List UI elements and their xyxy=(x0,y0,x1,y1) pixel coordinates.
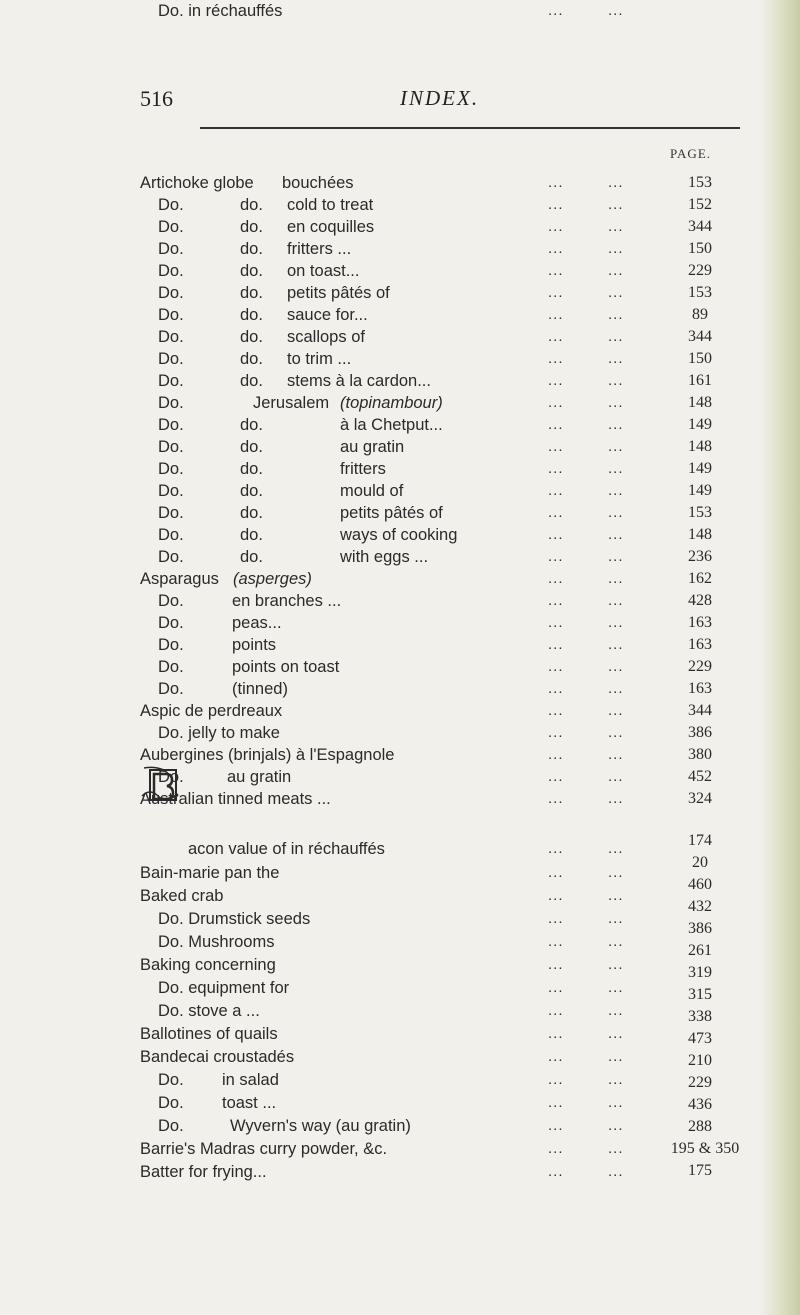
entry-heading: Asparagus xyxy=(140,570,219,588)
entry-detail: stems à la cardon... xyxy=(287,372,431,390)
entry-detail: in salad xyxy=(222,1071,279,1089)
leader-dots: ... xyxy=(548,372,564,389)
entry-subheading: do. xyxy=(240,284,263,302)
leader-dots: ... xyxy=(548,887,564,904)
page-reference: 344 xyxy=(688,218,712,235)
entry-heading: Do. xyxy=(158,460,184,478)
page-ref-row xyxy=(0,830,760,852)
entry-detail: with eggs ... xyxy=(340,548,429,566)
page-reference: 432 xyxy=(688,898,712,915)
leader-dots: ... xyxy=(548,482,564,499)
page-ref-row xyxy=(0,1160,760,1182)
entry-heading: Do. in réchauffés xyxy=(158,2,283,20)
leader-dots: ... xyxy=(608,438,624,455)
leader-dots: ... xyxy=(548,196,564,213)
page-ref-row xyxy=(0,216,760,238)
leader-dots: ... xyxy=(608,768,624,785)
leader-dots: ... xyxy=(608,1071,624,1088)
entry-heading: Do. xyxy=(158,262,184,280)
page-ref-row xyxy=(0,282,760,304)
entry-heading: Bandecai croustadés xyxy=(140,1048,295,1066)
entry-detail: Wyvern's way (au gratin) xyxy=(230,1117,411,1135)
page-reference: 162 xyxy=(688,570,712,587)
leader-dots: ... xyxy=(608,680,624,697)
page-ref-row xyxy=(0,326,760,348)
page-reference: 150 xyxy=(688,240,712,257)
entry-heading: Do. jelly to make xyxy=(158,724,280,742)
leader-dots: ... xyxy=(608,746,624,763)
page-ref-row xyxy=(0,896,760,918)
page-reference: 380 xyxy=(688,746,712,763)
leader-dots: ... xyxy=(548,636,564,653)
leader-dots: ... xyxy=(608,1002,624,1019)
entry-heading: Baked crab xyxy=(140,887,224,905)
leader-dots: ... xyxy=(548,592,564,609)
page-ref-row xyxy=(0,634,760,656)
page-reference: 288 xyxy=(688,1118,712,1135)
entry-heading: Do. Mushrooms xyxy=(158,933,275,951)
entry-subheading: Jerusalem xyxy=(253,394,330,412)
page-reference: 149 xyxy=(688,460,712,477)
page-reference: 149 xyxy=(688,416,712,433)
entry-subheading: do. xyxy=(240,504,263,522)
leader-dots: ... xyxy=(548,1048,564,1065)
page-ref-row xyxy=(0,656,760,678)
page-reference: 152 xyxy=(688,196,712,213)
entry-heading: Ballotines of quails xyxy=(140,1025,278,1043)
leader-dots: ... xyxy=(608,1094,624,1111)
leader-dots: ... xyxy=(548,1094,564,1111)
entry-heading: Do. xyxy=(158,372,184,390)
leader-dots: ... xyxy=(548,174,564,191)
entry-heading: Do. xyxy=(158,680,184,698)
entry-detail: petits pâtés of xyxy=(340,504,443,522)
page-reference: 195 & 350 xyxy=(670,1140,740,1157)
leader-dots: ... xyxy=(608,1117,624,1134)
page-reference: 386 xyxy=(688,920,712,937)
entry-detail: toast ... xyxy=(222,1094,277,1112)
page-ref-row xyxy=(0,370,760,392)
leader-dots: ... xyxy=(608,840,624,857)
entry-subheading: do. xyxy=(240,350,263,368)
leader-dots: ... xyxy=(608,372,624,389)
running-title: INDEX. xyxy=(400,86,480,110)
entry-heading: Aspic de perdreaux xyxy=(140,702,283,720)
page-ref-row xyxy=(0,260,760,282)
page-ref-row xyxy=(0,238,760,260)
entry-subheading: do. xyxy=(240,262,263,280)
leader-dots: ... xyxy=(548,768,564,785)
entry-heading: Do. xyxy=(158,1117,184,1135)
page-reference: 153 xyxy=(688,174,712,191)
leader-dots: ... xyxy=(548,306,564,323)
page-reference: 324 xyxy=(688,790,712,807)
leader-dots: ... xyxy=(548,438,564,455)
page-ref-row xyxy=(0,874,760,896)
entry-heading: Do. equipment for xyxy=(158,979,290,997)
leader-dots: ... xyxy=(548,979,564,996)
page-ref-row xyxy=(0,1028,760,1050)
page-reference: 229 xyxy=(688,658,712,675)
leader-dots: ... xyxy=(548,746,564,763)
page-reference: 338 xyxy=(688,1008,712,1025)
page-ref-row xyxy=(0,392,760,414)
leader-dots: ... xyxy=(548,724,564,741)
leader-dots: ... xyxy=(548,240,564,257)
leader-dots: ... xyxy=(608,1163,624,1180)
entry-heading: acon value of in réchauffés xyxy=(188,840,385,858)
entry-heading: Do. xyxy=(158,328,184,346)
entry-detail: en branches ... xyxy=(232,592,342,610)
page-reference: 20 xyxy=(692,854,708,871)
leader-dots: ... xyxy=(608,504,624,521)
leader-dots: ... xyxy=(548,658,564,675)
entry-heading: Do. xyxy=(158,240,184,258)
entry-detail: à la Chetput... xyxy=(340,416,443,434)
page-reference: 344 xyxy=(688,328,712,345)
leader-dots: ... xyxy=(608,460,624,477)
leader-dots: ... xyxy=(548,1071,564,1088)
leader-dots: ... xyxy=(548,840,564,857)
leader-dots: ... xyxy=(608,284,624,301)
leader-dots: ... xyxy=(548,262,564,279)
leader-dots: ... xyxy=(548,702,564,719)
leader-dots: ... xyxy=(608,979,624,996)
entry-subheading: do. xyxy=(240,306,263,324)
leader-dots: ... xyxy=(548,570,564,587)
entry-heading: Do. xyxy=(158,614,184,632)
entry-heading: Do. xyxy=(158,306,184,324)
page-ref-row xyxy=(0,1072,760,1094)
leader-dots: ... xyxy=(548,218,564,235)
leader-dots: ... xyxy=(548,350,564,367)
page-ref-row xyxy=(0,1006,760,1028)
leader-dots: ... xyxy=(548,416,564,433)
entry-detail: en coquilles xyxy=(287,218,375,236)
entry-heading: Do. xyxy=(158,592,184,610)
page-reference: 161 xyxy=(688,372,712,389)
entry-subheading: do. xyxy=(240,240,263,258)
entry-subheading: do. xyxy=(240,482,263,500)
page-ref-row xyxy=(0,788,760,810)
leader-dots: ... xyxy=(548,526,564,543)
entry-heading: Do. xyxy=(158,768,184,786)
entry-heading: Do. xyxy=(158,1094,184,1112)
leader-dots: ... xyxy=(548,910,564,927)
page-reference: 175 xyxy=(688,1162,712,1179)
page-reference: 163 xyxy=(688,636,712,653)
entry-subheading: do. xyxy=(240,328,263,346)
leader-dots: ... xyxy=(608,910,624,927)
entry-detail: mould of xyxy=(340,482,404,500)
leader-dots: ... xyxy=(608,887,624,904)
page-ref-row xyxy=(0,612,760,634)
page-ref-row xyxy=(0,546,760,568)
leader-dots: ... xyxy=(608,724,624,741)
page-reference: 148 xyxy=(688,394,712,411)
entry-heading: Australian tinned meats ... xyxy=(140,790,331,808)
page-ref-row xyxy=(0,984,760,1006)
page-reference: 452 xyxy=(688,768,712,785)
entry-detail: cold to treat xyxy=(287,196,374,214)
entry-heading: Do. xyxy=(158,482,184,500)
entry-heading: Do. xyxy=(158,350,184,368)
entry-detail: on toast... xyxy=(287,262,360,280)
entry-heading: Do. xyxy=(158,196,184,214)
header-rule xyxy=(200,127,740,129)
page-ref-row xyxy=(0,502,760,524)
page-ref-row xyxy=(0,918,760,940)
page-reference: 153 xyxy=(688,284,712,301)
leader-dots: ... xyxy=(608,218,624,235)
leader-dots: ... xyxy=(608,790,624,807)
page-reference: 89 xyxy=(692,306,708,323)
leader-dots: ... xyxy=(608,306,624,323)
entry-heading: Do. xyxy=(158,636,184,654)
entry-heading: Do. stove a ... xyxy=(158,1002,260,1020)
index-entry xyxy=(0,0,760,22)
leader-dots: ... xyxy=(548,614,564,631)
leader-dots: ... xyxy=(548,548,564,565)
page-reference: 148 xyxy=(688,526,712,543)
entry-detail: petits pâtés of xyxy=(287,284,390,302)
entry-heading: Do. xyxy=(158,438,184,456)
entry-heading: Do. xyxy=(158,1071,184,1089)
leader-dots: ... xyxy=(548,1163,564,1180)
page-reference: 344 xyxy=(688,702,712,719)
page-column-head: PAGE. xyxy=(670,146,712,161)
leader-dots: ... xyxy=(548,1002,564,1019)
entry-detail: ways of cooking xyxy=(340,526,458,544)
leader-dots: ... xyxy=(608,262,624,279)
leader-dots: ... xyxy=(608,702,624,719)
page-ref-row xyxy=(0,1116,760,1138)
entry-detail: (asperges) xyxy=(233,570,312,588)
page-reference: 153 xyxy=(688,504,712,521)
entry-heading: Baking concerning xyxy=(140,956,276,974)
entry-heading: Barrie's Madras curry powder, &c. xyxy=(140,1140,388,1158)
leader-dots: ... xyxy=(548,790,564,807)
leader-dots: ... xyxy=(608,933,624,950)
page-ref-row xyxy=(0,568,760,590)
leader-dots: ... xyxy=(608,394,624,411)
entry-heading: Artichoke globe xyxy=(140,174,254,192)
leader-dots: ... xyxy=(608,240,624,257)
leader-dots: ... xyxy=(608,570,624,587)
entry-detail: bouchées xyxy=(282,174,354,192)
page-reference: 150 xyxy=(688,350,712,367)
leader-dots: ... xyxy=(608,350,624,367)
leader-dots: ... xyxy=(608,864,624,881)
entry-detail: (tinned) xyxy=(232,680,288,698)
page-reference: 428 xyxy=(688,592,712,609)
entry-heading: Do. xyxy=(158,504,184,522)
leader-dots: ... xyxy=(608,2,624,19)
entry-heading: Do. xyxy=(158,218,184,236)
leader-dots: ... xyxy=(608,482,624,499)
leader-dots: ... xyxy=(608,196,624,213)
entry-heading: Do. xyxy=(158,416,184,434)
page-ref-row xyxy=(0,1050,760,1072)
entry-heading: Aubergines (brinjals) à l'Espagnole xyxy=(140,746,395,764)
leader-dots: ... xyxy=(548,864,564,881)
entry-detail: points on toast xyxy=(232,658,340,676)
entry-heading: Do. xyxy=(158,394,184,412)
page-ref-row xyxy=(0,962,760,984)
leader-dots: ... xyxy=(608,956,624,973)
entry-detail: sauce for... xyxy=(287,306,368,324)
entry-heading: Do. Drumstick seeds xyxy=(158,910,311,928)
leader-dots: ... xyxy=(548,328,564,345)
leader-dots: ... xyxy=(548,1140,564,1157)
entry-subheading: do. xyxy=(240,526,263,544)
entry-subheading: do. xyxy=(240,548,263,566)
entry-detail: scallops of xyxy=(287,328,365,346)
page-reference: 163 xyxy=(688,680,712,697)
page-reference: 473 xyxy=(688,1030,712,1047)
entry-detail: au gratin xyxy=(340,438,405,456)
leader-dots: ... xyxy=(548,504,564,521)
page-number: 516 xyxy=(140,86,173,111)
page-ref-row xyxy=(0,480,760,502)
leader-dots: ... xyxy=(608,658,624,675)
page-ref-row xyxy=(0,304,760,326)
page-ref-row xyxy=(0,852,760,874)
leader-dots: ... xyxy=(608,1140,624,1157)
page-ref-row xyxy=(0,744,760,766)
entry-subheading: do. xyxy=(240,196,263,214)
entry-subheading: do. xyxy=(240,218,263,236)
entry-subheading: do. xyxy=(240,460,263,478)
page-reference: 319 xyxy=(688,964,712,981)
page-ref-row xyxy=(0,348,760,370)
leader-dots: ... xyxy=(608,592,624,609)
page-reference: 261 xyxy=(688,942,712,959)
leader-dots: ... xyxy=(548,394,564,411)
page-ref-row xyxy=(0,172,760,194)
page-ref-row xyxy=(0,458,760,480)
page-reference: 229 xyxy=(688,1074,712,1091)
leader-dots: ... xyxy=(608,548,624,565)
leader-dots: ... xyxy=(548,933,564,950)
page-reference: 315 xyxy=(688,986,712,1003)
entry-heading: Bain-marie pan the xyxy=(140,864,280,882)
leader-dots: ... xyxy=(608,1025,624,1042)
page-ref-row xyxy=(0,414,760,436)
entry-detail: fritters ... xyxy=(287,240,352,258)
page-ref-row xyxy=(0,436,760,458)
leader-dots: ... xyxy=(608,416,624,433)
entry-heading: Do. xyxy=(158,284,184,302)
leader-dots: ... xyxy=(608,636,624,653)
entry-heading: Do. xyxy=(158,658,184,676)
page-edge xyxy=(760,0,800,1315)
leader-dots: ... xyxy=(608,526,624,543)
leader-dots: ... xyxy=(608,1048,624,1065)
page-reference: 149 xyxy=(688,482,712,499)
page-ref-row xyxy=(0,722,760,744)
entry-detail: to trim ... xyxy=(287,350,352,368)
page-reference: 210 xyxy=(688,1052,712,1069)
leader-dots: ... xyxy=(608,614,624,631)
page-reference: 436 xyxy=(688,1096,712,1113)
page-reference: 148 xyxy=(688,438,712,455)
entry-detail: peas... xyxy=(232,614,282,632)
entry-subheading: do. xyxy=(240,438,263,456)
leader-dots: ... xyxy=(548,2,564,19)
leader-dots: ... xyxy=(608,328,624,345)
page-ref-row xyxy=(0,678,760,700)
entry-heading: Batter for frying... xyxy=(140,1163,267,1181)
entry-heading: Do. xyxy=(158,548,184,566)
leader-dots: ... xyxy=(548,460,564,477)
entry-heading: Do. xyxy=(158,526,184,544)
leader-dots: ... xyxy=(548,1025,564,1042)
entry-detail: au gratin xyxy=(227,768,292,786)
entry-subheading: do. xyxy=(240,416,263,434)
entry-detail: points xyxy=(232,636,277,654)
entry-detail: (topinambour) xyxy=(340,394,443,412)
page-ref-row xyxy=(0,194,760,216)
entry-subheading: do. xyxy=(240,372,263,390)
page-ref-row xyxy=(0,766,760,788)
page-ref-row xyxy=(0,940,760,962)
page-header xyxy=(140,86,740,116)
page-reference: 236 xyxy=(688,548,712,565)
page-ref-row xyxy=(0,590,760,612)
page-ref-row xyxy=(0,1094,760,1116)
leader-dots: ... xyxy=(548,680,564,697)
page-reference: 174 xyxy=(688,832,712,849)
leader-dots: ... xyxy=(548,1117,564,1134)
page-ref-row xyxy=(0,700,760,722)
entry-detail: fritters xyxy=(340,460,386,478)
page-ref-row xyxy=(0,1138,760,1160)
leader-dots: ... xyxy=(608,174,624,191)
page-ref-row xyxy=(0,524,760,546)
page-reference: 229 xyxy=(688,262,712,279)
page-reference: 386 xyxy=(688,724,712,741)
page-reference: 460 xyxy=(688,876,712,893)
page-reference: 163 xyxy=(688,614,712,631)
leader-dots: ... xyxy=(548,956,564,973)
leader-dots: ... xyxy=(548,284,564,301)
